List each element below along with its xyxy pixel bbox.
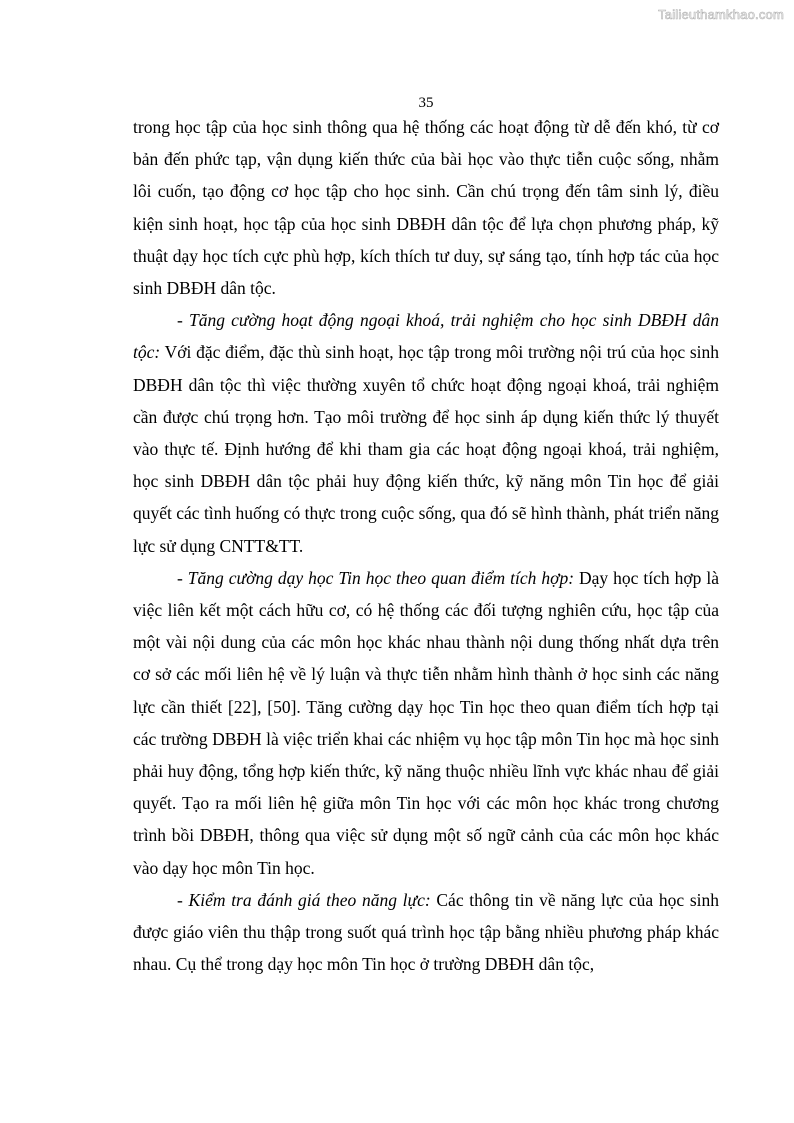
paragraph-4 [133,884,719,981]
paragraph-2-text: Với đặc điểm, đặc thù sinh hoạt, học tập trong môi trường nội trú của học sinh DBĐH dân tộc thì việc thường xuyên tổ chức hoạt động ngoại khoá, trải nghiệm cần được chú trọng hơn. Tạo môi trường để học sinh áp dụng kiến thức lý thuyết vào thực tế. Định hướng để khi tham gia các hoạt động ngoại khoá, trải nghiệm, học sinh DBĐH dân tộc phải huy động kiến thức, kỹ năng môn Tin học để giải quyết các tình huống có thực trong cuộc sống, qua đó sẽ hình thành, phát triển năng lực sử dụng CNTT&TT. [133,342,719,556]
paragraph-3-text: Dạy học tích hợp là việc liên kết một cách hữu cơ, có hệ thống các đối tượng nghiên cứu, học tập của một vài nội dung của các môn học khác nhau thành nội dung thống nhất dựa trên cơ sở các mối liên hệ về lý luận và thực tiễn nhằm hình thành ở học sinh các năng lực cần thiết [22], [50]. Tăng cường dạy học Tin học theo quan điểm tích hợp tại các trường DBĐH là việc triển khai các nhiệm vụ học tập môn Tin học mà học sinh phải huy động, tổng hợp kiến thức, kỹ năng thuộc nhiều lĩnh vực khác nhau để giải quyết. Tạo ra mối liên hệ giữa môn Tin học với các môn học khác trong chương trình bồi DBĐH, thông qua việc sử dụng một số ngữ cảnh của các môn học khác vào dạy học môn Tin học. [133,567,719,878]
paragraph-3-lead: - Tăng cường dạy học Tin học theo quan điểm tích hợp: [177,567,575,588]
paragraph-2-lead: - Tăng cường hoạt động ngoại khoá, trải nghiệm cho học sinh DBĐH dân tộc: [133,310,719,363]
paragraph-4-text: Các thông tin về năng lực của học sinh được giáo viên thu thập trong suốt quá trình học tập bằng nhiều phương pháp khác nhau. Cụ thể trong dạy học môn Tin học ở trường DBĐH dân tộc, [133,889,719,975]
page-number: 35 [418,95,434,111]
paragraph-3 [133,562,719,884]
paragraph-1: trong học tập của học sinh thông qua hệ thống các hoạt động từ dễ đến khó, từ cơ bản đến phức tạp, vận dụng kiến thức của bài học vào thực tiễn cuộc sống, nhằm lôi cuốn, tạo động cơ học tập cho học sinh. Cần chú trọng đến tâm sinh lý, điều kiện sinh hoạt, học tập của học sinh DBĐH dân tộc để lựa chọn phương pháp, kỹ thuật dạy học tích cực phù hợp, kích thích tư duy, sự sáng tạo, tính hợp tác của học sinh DBĐH dân tộc. [133,117,719,299]
document-body [133,111,719,980]
paragraph-2 [133,304,719,562]
watermark-text: Tailieuthamkhao.com [658,7,784,22]
paragraph-4-lead: - Kiểm tra đánh giá theo năng lực: [177,889,431,910]
